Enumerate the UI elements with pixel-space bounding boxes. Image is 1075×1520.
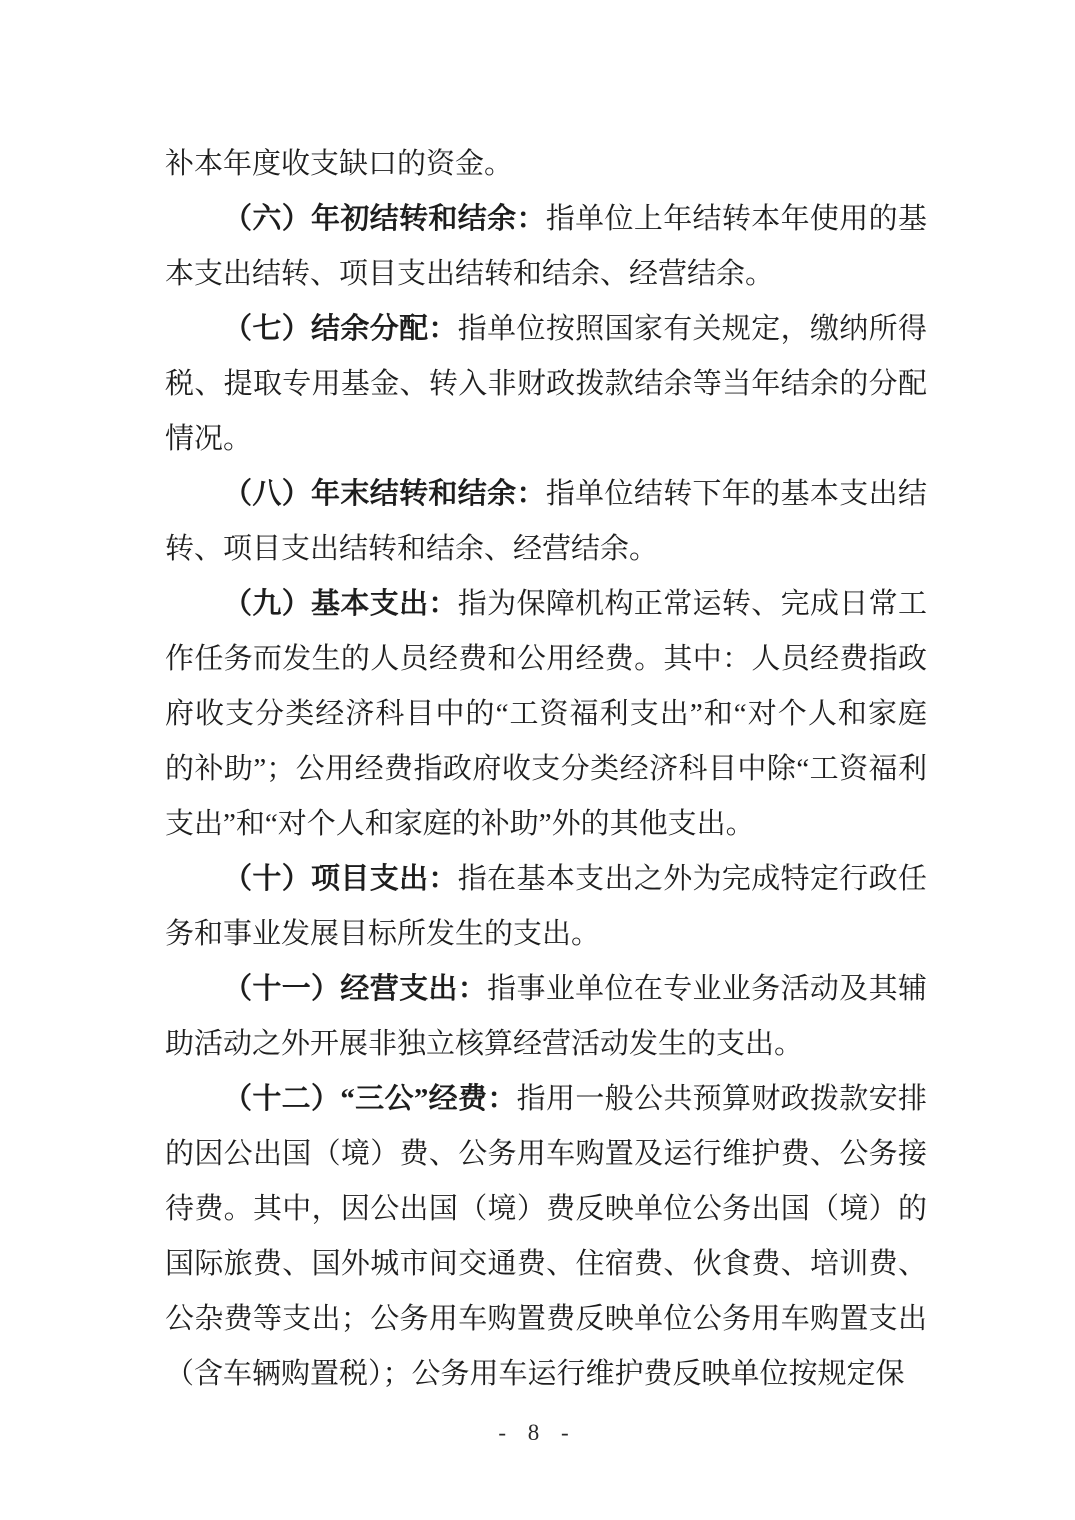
paragraph-heading: （九）基本支出：	[223, 588, 458, 620]
paragraph-text: 指单位结转下年的基本支出结转、项目支出结转和结余、经营结余。	[165, 478, 927, 565]
paragraph	[165, 577, 927, 852]
document-body	[165, 0, 927, 1402]
paragraph-text: 补本年度收支缺口的资金。	[165, 148, 514, 180]
paragraph	[165, 302, 927, 467]
paragraph-heading: （七）结余分配：	[223, 313, 458, 345]
paragraph	[165, 1072, 927, 1402]
paragraph-heading: （六）年初结转和结余：	[223, 203, 546, 235]
paragraph-text: 指为保障机构正常运转、完成日常工作任务而发生的人员经费和公用经费。其中：人员经费指政府收支分类经济科目中的“工资福利支出”和“对个人和家庭的补助”；公用经费指政府收支分类经济科目中除“工资福利支出”和“对个人和家庭的补助”外的其他支出。	[165, 588, 927, 840]
paragraph-text: 指在基本支出之外为完成特定行政任务和事业发展目标所发生的支出。	[165, 863, 927, 950]
paragraph-text: 指用一般公共预算财政拨款安排的因公出国（境）费、公务用车购置及运行维护费、公务接待费。其中，因公出国（境）费反映单位公务出国（境）的国际旅费、国外城市间交通费、住宿费、伙食费、培训费、公杂费等支出；公务用车购置费反映单位公务用车购置支出（含车辆购置税）；公务用车运行维护费反映单位按规定保	[165, 1083, 927, 1390]
page-number: - 8 -	[498, 1420, 577, 1445]
paragraph	[165, 192, 927, 302]
paragraph-text: 指单位上年结转本年使用的基本支出结转、项目支出结转和结余、经营结余。	[165, 203, 927, 290]
paragraph-heading: （十）项目支出：	[223, 863, 458, 895]
paragraph	[165, 467, 927, 577]
paragraph-text: 指单位按照国家有关规定，缴纳所得税、提取专用基金、转入非财政拨款结余等当年结余的分配情况。	[165, 313, 927, 455]
paragraph	[165, 962, 927, 1072]
paragraph-heading: （十一）经营支出：	[223, 973, 488, 1005]
paragraph	[165, 137, 927, 192]
paragraph	[165, 852, 927, 962]
paragraph-text: 指事业单位在专业业务活动及其辅助活动之外开展非独立核算经营活动发生的支出。	[165, 973, 927, 1060]
page-footer	[0, 1418, 1075, 1448]
paragraph-heading: （十二）“三公”经费：	[223, 1083, 517, 1115]
paragraph-heading: （八）年末结转和结余：	[223, 478, 546, 510]
